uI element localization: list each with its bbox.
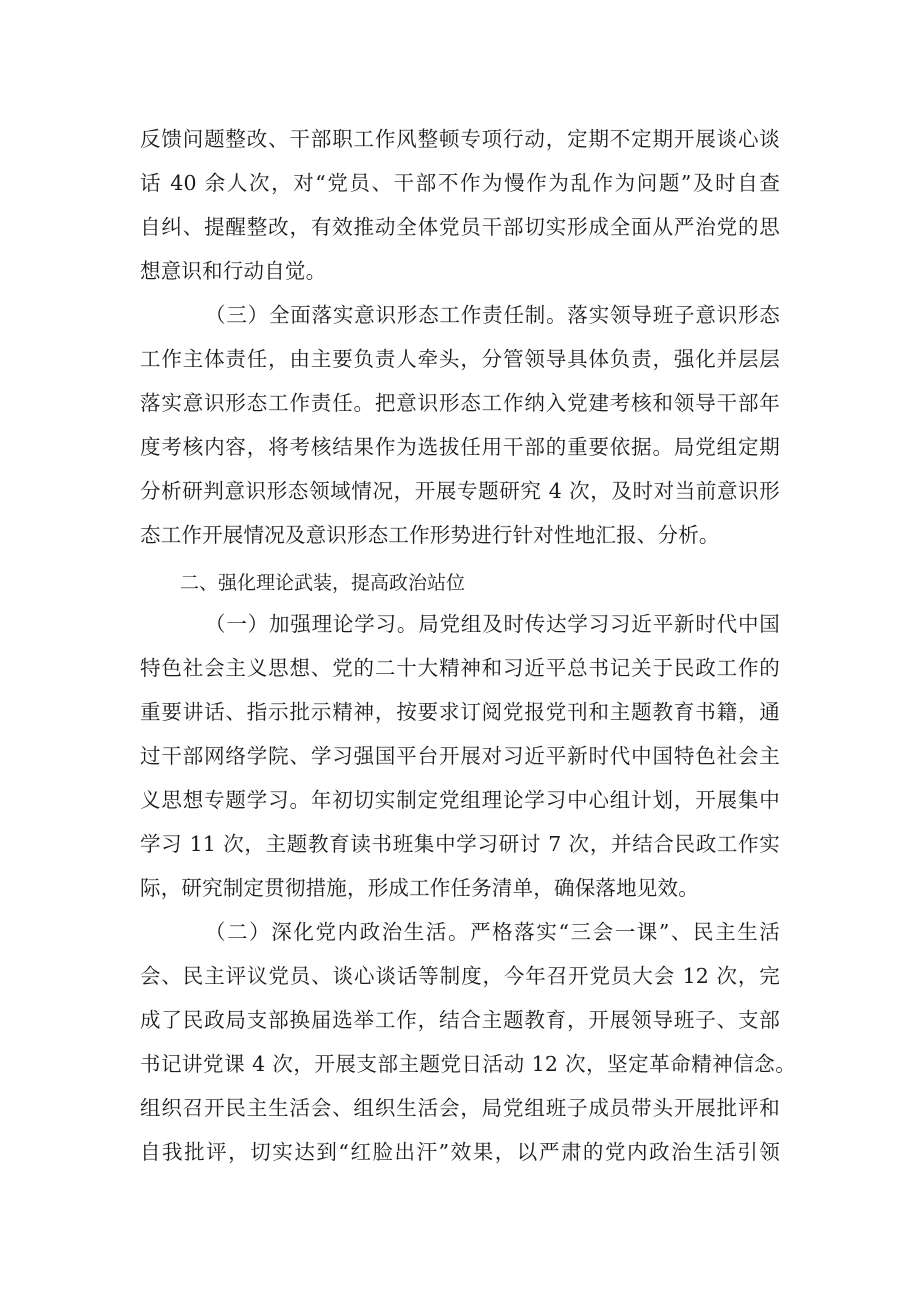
paragraph-line: 反馈问题整改、干部职工作风整顿专项行动，定期不定期开展谈心谈 — [140, 127, 780, 151]
paragraph-line: 书记讲党课 4 次，开展支部主题党日活动 12 次，坚定革命精神信念。 — [140, 1052, 796, 1076]
paragraph-line: 度考核内容，将考核结果作为选拔任用干部的重要依据。局党组定期 — [140, 435, 780, 459]
paragraph-line: 过干部网络学院、学习强国平台开展对习近平新时代中国特色社会主 — [140, 744, 780, 768]
paragraph-line: 学习 11 次，主题教育读书班集中学习研讨 7 次，并结合民政工作实 — [140, 832, 780, 856]
paragraph-line: 分析研判意识形态领域情况，开展专题研究 4 次，及时对当前意识形 — [140, 479, 780, 503]
paragraph-line: 自纠、提醒整改，有效推动全体党员干部切实形成全面从严治党的思 — [140, 215, 780, 239]
paragraph-line: 想意识和行动自觉。 — [140, 259, 327, 283]
paragraph-line: 自我批评，切实达到“红脸出汗”效果，以严肃的党内政治生活引领 — [140, 1140, 780, 1164]
paragraph-line: 成了民政局支部换届选举工作，结合主题教育，开展领导班子、支部 — [140, 1008, 780, 1032]
paragraph-line: 特色社会主义思想、党的二十大精神和习近平总书记关于民政工作的 — [140, 656, 780, 680]
paragraph-line: 态工作开展情况及意识形态工作形势进行针对性地汇报、分析。 — [140, 523, 720, 547]
paragraph-line: 工作主体责任，由主要负责人牵头，分管领导具体负责，强化并层层 — [140, 347, 780, 371]
paragraph-line: （一）加强理论学习。局党组及时传达学习习近平新时代中国 — [205, 612, 780, 636]
section-heading: 二、强化理论武装，提高政治站位 — [180, 572, 466, 594]
paragraph-line: 组织召开民主生活会、组织生活会，局党组班子成员带头开展批评和 — [140, 1096, 780, 1120]
paragraph-line: 际，研究制定贯彻措施，形成工作任务清单，确保落地见效。 — [140, 876, 699, 900]
paragraph-line: 落实意识形态工作责任。把意识形态工作纳入党建考核和领导干部年 — [140, 391, 780, 415]
paragraph-line: 义思想专题学习。年初切实制定党组理论学习中心组计划，开展集中 — [140, 788, 780, 812]
paragraph-line: （三）全面落实意识形态工作责任制。落实领导班子意识形态 — [205, 303, 780, 327]
paragraph-line: （二）深化党内政治生活。严格落实“三会一课”、民主生活 — [205, 920, 780, 944]
paragraph-line: 话 40 余人次，对“党员、干部不作为慢作为乱作为问题”及时自查 — [140, 171, 780, 195]
paragraph-line: 会、民主评议党员、谈心谈话等制度，今年召开党员大会 12 次，完 — [140, 964, 780, 988]
paragraph-line: 重要讲话、指示批示精神，按要求订阅党报党刊和主题教育书籍，通 — [140, 700, 780, 724]
